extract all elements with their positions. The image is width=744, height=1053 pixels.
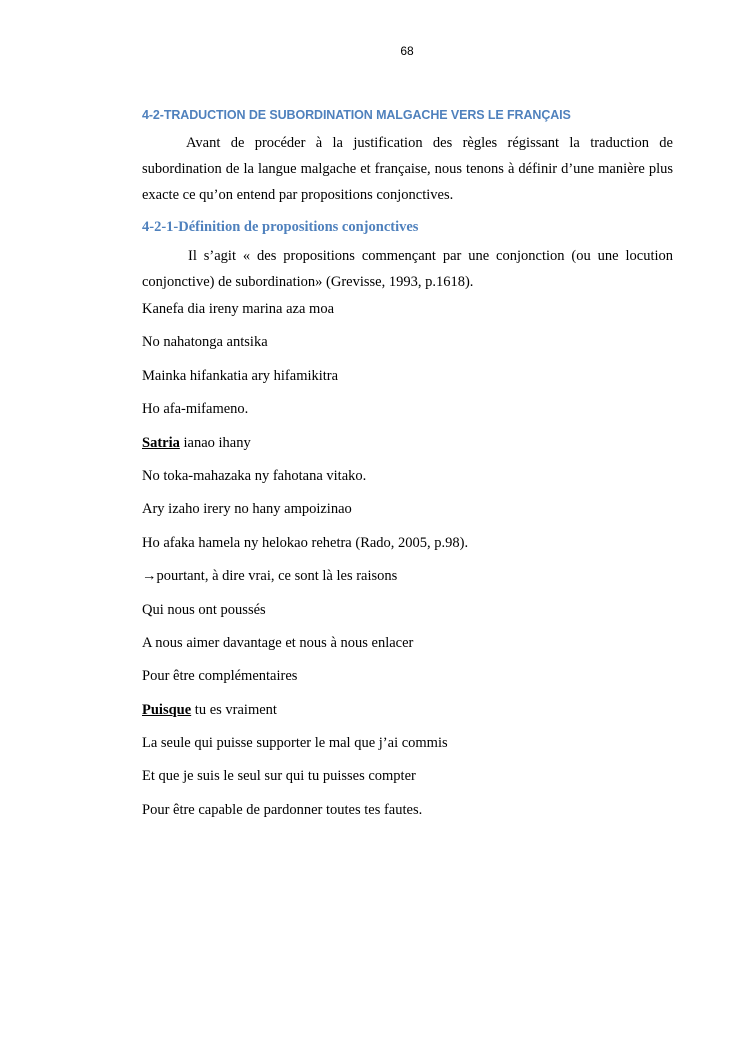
poem-line: No nahatonga antsika (142, 334, 268, 351)
translation-line: La seule qui puisse supporter le mal que j’ai commis (142, 735, 448, 752)
section-heading: 4-2-TRADUCTION DE SUBORDINATION MALGACHE VERS LE FRANÇAIS (142, 108, 571, 122)
conjunction-keyword: Puisque (142, 701, 192, 718)
subsection-heading: 4-2-1-Définition de propositions conjonctives (142, 219, 419, 235)
poem-line: No toka-mahazaka ny fahotana vitako. (142, 467, 367, 484)
poem-line-rest: ianao ihany (179, 434, 251, 451)
translation-line: Pour être complémentaires (142, 668, 298, 685)
intro-paragraph: Avant de procéder à la justification des règles régissant la traduction de subordination de la langue malgache et française, nous tenons à définir d’une manière plus exacte ce qu’on entend par propositions conjonctives. (142, 135, 673, 203)
poem-line: Kanefa dia ireny marina aza moa (142, 301, 335, 317)
poem-line: Ho afaka hamela ny helokao rehetra (Rado, 2005, p.98). (142, 534, 469, 551)
poem-line-with-conjunction (142, 433, 673, 453)
french-translation (142, 566, 673, 820)
malagasy-poem (142, 299, 673, 553)
translation-line-with-conjunction (142, 700, 673, 720)
page-content (142, 106, 673, 833)
page-number: 68 (400, 44, 414, 58)
translation-line: Qui nous ont poussés (142, 601, 266, 618)
translation-line: A nous aimer davantage et nous à nous enlacer (142, 634, 414, 651)
translation-line: Pour être capable de pardonner toutes tes fautes. (142, 801, 423, 818)
conjunction-keyword: Satria (142, 434, 180, 451)
translation-line-rest: tu es vraiment (191, 701, 277, 718)
poem-line: Ary izaho irery no hany ampoizinao (142, 501, 352, 518)
poem-line: Ho afa-mifameno. (142, 401, 249, 418)
translation-line: →pourtant, à dire vrai, ce sont là les raisons (142, 568, 398, 585)
poem-line: Mainka hifankatia ary hifamikitra (142, 367, 339, 384)
translation-line: Et que je suis le seul sur qui tu puisses compter (142, 768, 416, 785)
definition-paragraph: Il s’agit « des propositions commençant par une conjonction (ou une locution conjonctive) de subordination» (Grevisse, 1993, p.1618). (142, 248, 673, 290)
